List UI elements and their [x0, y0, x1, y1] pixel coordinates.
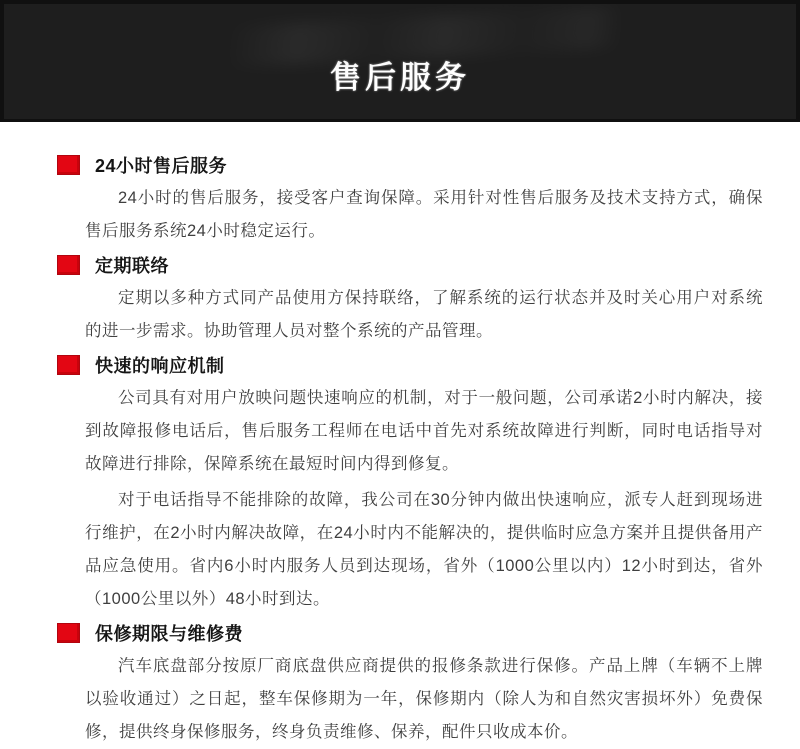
section-heading-text: 快速的响应机制	[95, 356, 225, 376]
title-banner	[0, 0, 800, 122]
red-square-bullet-icon	[57, 155, 80, 175]
section-heading	[57, 619, 763, 647]
section-heading	[57, 351, 763, 379]
section-heading	[57, 151, 763, 179]
section-heading-text: 保修期限与维修费	[95, 624, 243, 644]
section-paragraph: 对于电话指导不能排除的故障，我公司在30分钟内做出快速响应，派专人赶到现场进行维护，在2小时内解决故障，在24小时内不能解决的，提供临时应急方案并且提供备用产品应急使用。省内6小时内服务人员到达现场，省外（1000公里以内）12小时到达，省外（1000公里以外）48小时到达。	[85, 491, 763, 608]
red-square-bullet-icon	[57, 623, 80, 643]
red-square-bullet-icon	[57, 355, 80, 375]
page-title: 售后服务	[330, 60, 470, 95]
section-rapid-response	[57, 351, 763, 616]
section-heading-text: 24小时售后服务	[95, 156, 228, 176]
section-heading	[57, 251, 763, 279]
section-paragraph: 24小时的售后服务，接受客户查询保障。采用针对性售后服务及技术支持方式，确保售后服务系统24小时稳定运行。	[85, 189, 763, 240]
section-24h-service	[57, 151, 763, 248]
content-area	[0, 122, 800, 749]
red-square-bullet-icon	[57, 255, 80, 275]
section-paragraph: 定期以多种方式同产品使用方保持联络，了解系统的运行状态并及时关心用户对系统的进一步需求。协助管理人员对整个系统的产品管理。	[85, 289, 763, 340]
section-paragraph: 汽车底盘部分按原厂商底盘供应商提供的报修条款进行保修。产品上牌（车辆不上牌以验收通过）之日起，整车保修期为一年，保修期内（除人为和自然灾害损坏外）免费保修，提供终身保修服务，终身负责维修、保养，配件只收成本价。	[85, 657, 763, 741]
section-heading-text: 定期联络	[95, 256, 169, 276]
section-regular-contact	[57, 251, 763, 348]
section-paragraph: 公司具有对用户放映问题快速响应的机制，对于一般问题，公司承诺2小时内解决，接到故障报修电话后，售后服务工程师在电话中首先对系统故障进行判断，同时电话指导对故障进行排除，保障系统在最短时间内得到修复。	[85, 389, 763, 473]
section-warranty-period	[57, 619, 763, 749]
